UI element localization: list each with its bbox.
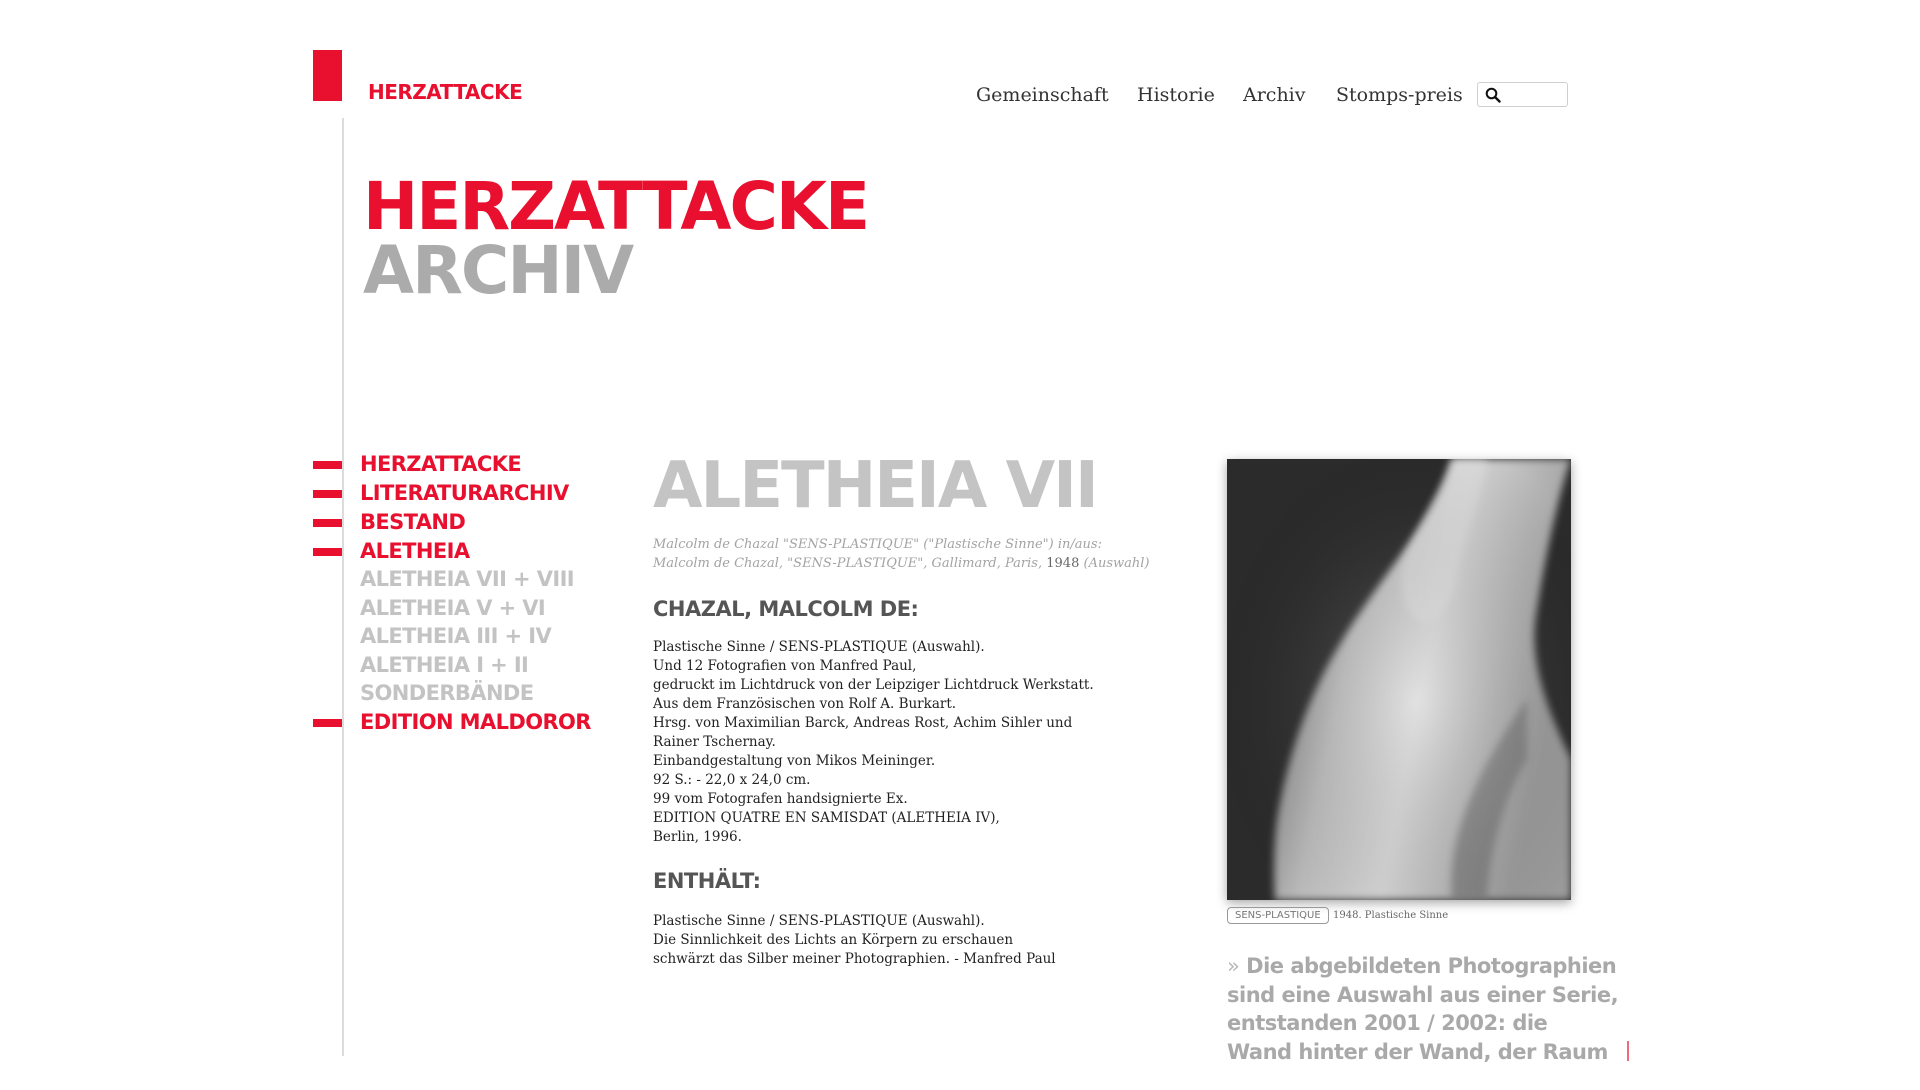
body-line: 99 vom Fotografen handsignierte Ex.	[653, 791, 908, 807]
sidebar-item-edition-maldoror[interactable]: EDITION MALDOROR	[360, 710, 591, 734]
logo-text[interactable]: HERZATTACKE	[368, 80, 523, 104]
sidebar-item-aletheia[interactable]: ALETHEIA	[360, 539, 470, 563]
body-line: Rainer Tschernay.	[653, 734, 776, 750]
quote-line: entstanden 2001 / 2002: die	[1227, 1011, 1548, 1035]
sidebar-marker	[313, 719, 342, 727]
body-line: Einbandgestaltung von Mikos Meininger.	[653, 753, 936, 769]
sidebar-item-literaturarchiv[interactable]: LITERATURARCHIV	[360, 481, 569, 505]
quote-line: Wand hinter der Wand, der Raum	[1227, 1040, 1608, 1064]
nav-gemeinschaft[interactable]: Gemeinschaft	[976, 84, 1109, 106]
body-line: schwärzt das Silber meiner Photographien. - Manfred Paul	[653, 951, 1056, 967]
meta-year: 1948	[1046, 556, 1080, 571]
quote-line: sind eine Auswahl aus einer Serie,	[1227, 983, 1619, 1007]
body-line: Und 12 Fotografien von Manfred Paul,	[653, 658, 917, 674]
article-meta-line: Malcolm de Chazal, "SENS-PLASTIQUE", Gallimard, Paris, 1948 (Auswahl)	[653, 556, 1150, 571]
page-subtitle: ARCHIV	[363, 232, 633, 309]
sidebar-item-herzattacke[interactable]: HERZATTACKE	[360, 452, 522, 476]
search-icon[interactable]	[1485, 87, 1501, 103]
body-line: Plastische Sinne / SENS-PLASTIQUE (Auswahl).	[653, 913, 985, 929]
article-heading: ALETHEIA VII	[653, 449, 1097, 523]
sidebar-marker	[313, 519, 342, 527]
sidebar-item-sonderbaende[interactable]: SONDERBÄNDE	[360, 681, 534, 705]
nav-historie[interactable]: Historie	[1137, 84, 1215, 106]
body-line: 92 S.: - 22,0 x 24,0 cm.	[653, 772, 811, 788]
sidebar-marker	[313, 490, 342, 498]
section-title: ENTHÄLT:	[653, 869, 761, 893]
sidebar-marker	[313, 461, 342, 469]
search-input[interactable]	[1477, 82, 1568, 107]
body-line: Berlin, 1996.	[653, 829, 742, 845]
quote-mark: »	[1227, 954, 1240, 978]
body-line: Hrsg. von Maximilian Barck, Andreas Rost, Achim Sihler und	[653, 715, 1073, 731]
sidebar-item-aletheia-iii-iv[interactable]: ALETHEIA III + IV	[360, 624, 552, 648]
vertical-divider	[342, 118, 344, 1056]
body-line: EDITION QUATRE EN SAMISDAT (ALETHEIA IV),	[653, 810, 1000, 826]
sidebar-marker	[313, 548, 342, 556]
nav-archiv[interactable]: Archiv	[1243, 84, 1306, 106]
body-line: Plastische Sinne / SENS-PLASTIQUE (Auswahl).	[653, 639, 985, 655]
page-title: HERZATTACKE	[363, 168, 869, 245]
quote-line: » Die abgebildeten Photographien	[1227, 954, 1617, 978]
nav-stomps-preis[interactable]: Stomps-preis	[1336, 84, 1463, 106]
body-line: Aus dem Französischen von Rolf A. Burkart.	[653, 696, 957, 712]
sidebar-item-aletheia-vii-viii[interactable]: ALETHEIA VII + VIII	[360, 567, 574, 591]
body-line: Die Sinnlichkeit des Lichts an Körpern zu erschauen	[653, 932, 1014, 948]
body-line: gedruckt im Lichtdruck von der Leipziger Lichtdruck Werkstatt.	[653, 677, 1094, 693]
article-meta-line: Malcolm de Chazal "SENS-PLASTIQUE" ("Plastische Sinne") in/aus:	[653, 537, 1102, 552]
section-title: CHAZAL, MALCOLM DE:	[653, 597, 919, 621]
sidebar-item-aletheia-i-ii[interactable]: ALETHEIA I + II	[360, 653, 529, 677]
photograph[interactable]	[1227, 459, 1571, 900]
sidebar-item-aletheia-v-vi[interactable]: ALETHEIA V + VI	[360, 596, 546, 620]
scroll-indicator	[1627, 1041, 1629, 1061]
photograph-image	[1227, 459, 1571, 900]
photo-tag[interactable]: SENS-PLASTIQUE	[1227, 907, 1329, 924]
photo-caption: 1948. Plastische Sinne	[1333, 910, 1449, 921]
logo-mark[interactable]	[313, 50, 342, 101]
sidebar-item-bestand[interactable]: BESTAND	[360, 510, 466, 534]
